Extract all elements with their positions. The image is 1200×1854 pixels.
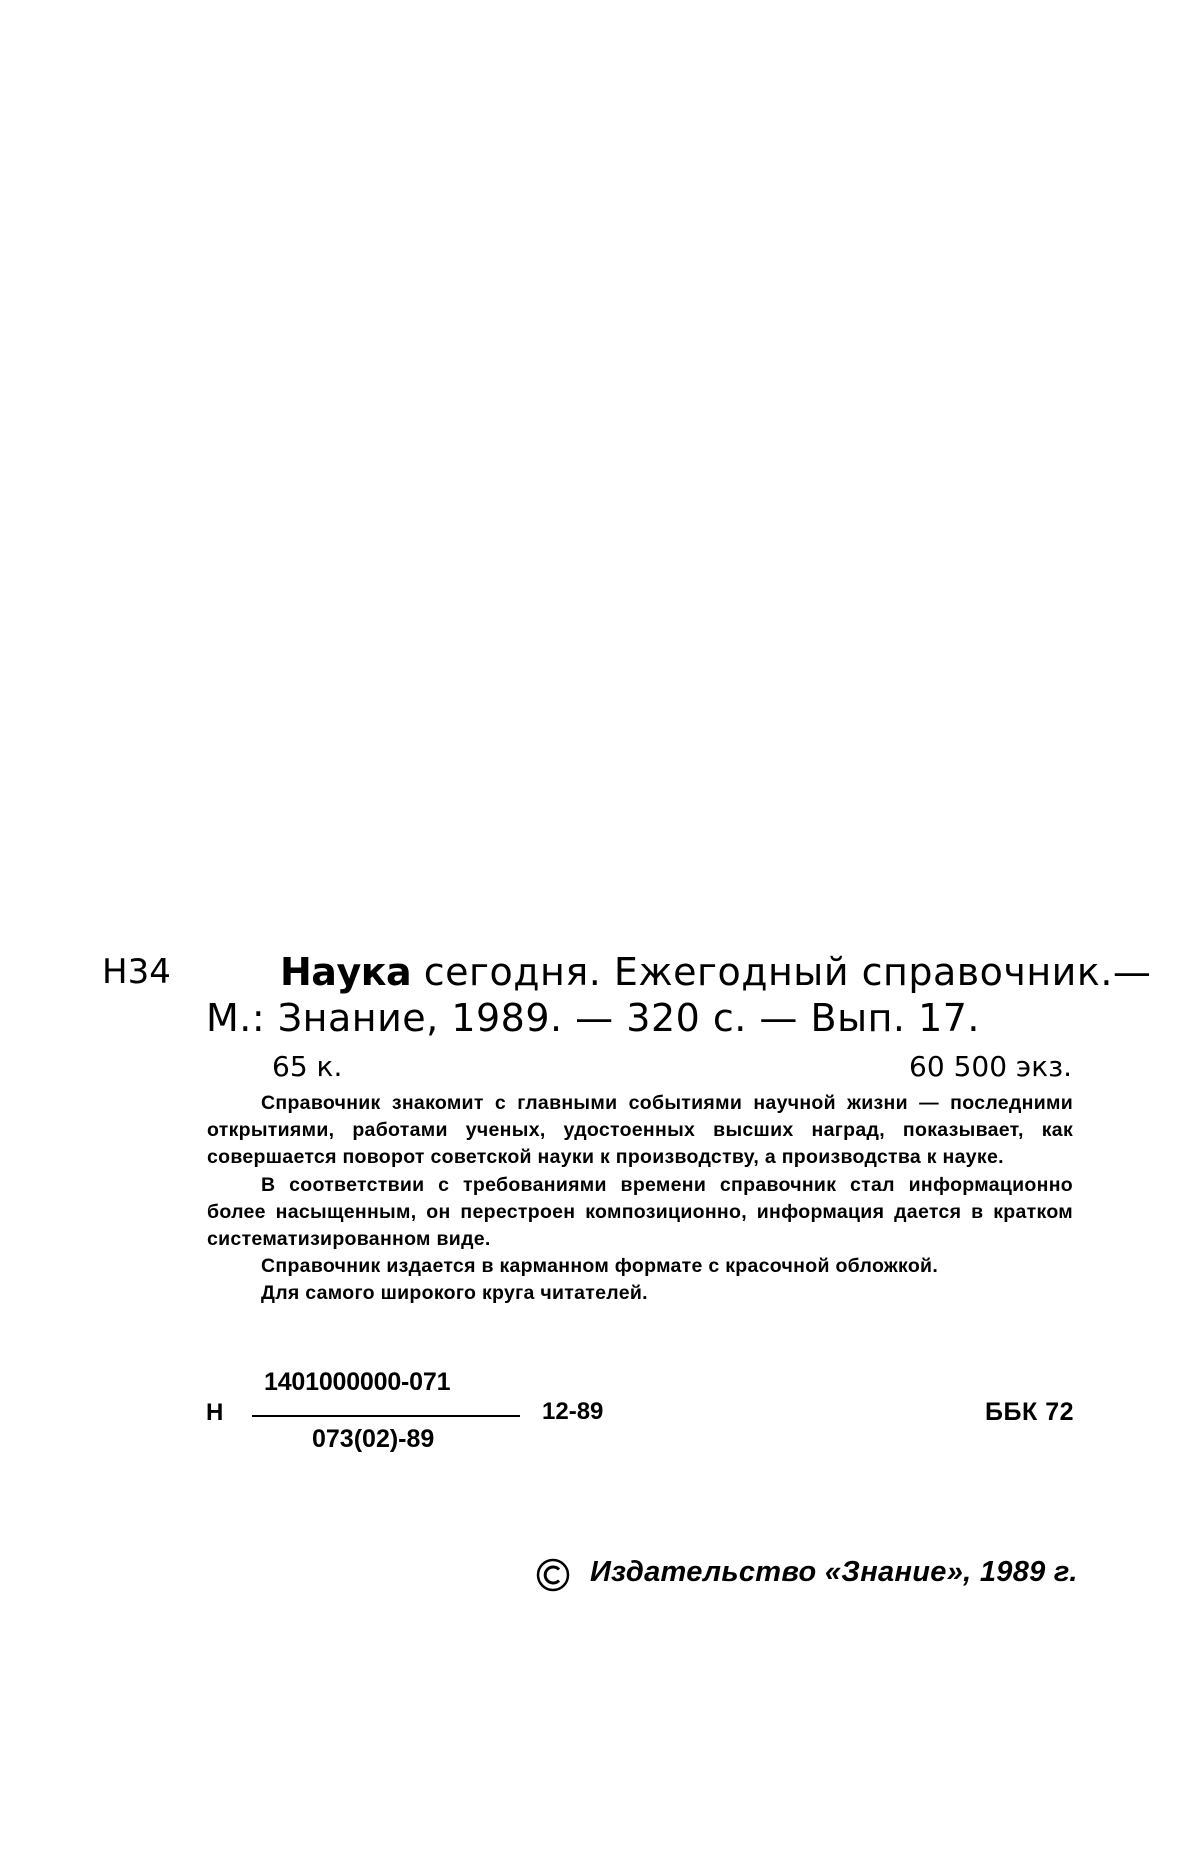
catalog-index: Н34 (102, 952, 171, 992)
publication-line: М.: Знание, 1989. — 320 с. — Вып. 17. (206, 996, 981, 1040)
book-title-bold: Наука (280, 950, 412, 994)
copyright-text: Издательство «Знание», 1989 г. (590, 1556, 1078, 1588)
code-numerator: 1401000000-071 (264, 1368, 451, 1396)
book-title-line (280, 950, 1151, 994)
book-title-rest: сегодня. Ежегодный справочник.— (411, 950, 1152, 994)
fraction-line (252, 1415, 520, 1417)
print-run: 60 500 экз. (909, 1050, 1072, 1083)
bbk-code: ББК 72 (985, 1398, 1074, 1426)
annotation-paragraph: Справочник издается в карманном формате с красочной обложкой. (261, 1255, 939, 1278)
year-code: 12-89 (542, 1398, 604, 1425)
annotation-paragraph: Для самого широкого круга читателей. (261, 1282, 648, 1305)
copyright-icon (536, 1558, 570, 1592)
price: 65 к. (272, 1050, 343, 1083)
code-denominator: 073(02)-89 (312, 1425, 435, 1453)
annotation (207, 1090, 1073, 1308)
annotation-paragraph: В соответствии с требованиями времени справочник стал информационно более насыщенным, он перестроен композиционно, информация дается в кратком систематизированном виде. (207, 1173, 1073, 1251)
annotation-paragraph: Справочник знакомит с главными событиями научной жизни — последними открытиями, работами ученых, удостоенных высших наград, показывает, как совершается поворот советской науки к производству, а производства к науке. (207, 1092, 1073, 1169)
index-letter: Н (206, 1399, 224, 1426)
